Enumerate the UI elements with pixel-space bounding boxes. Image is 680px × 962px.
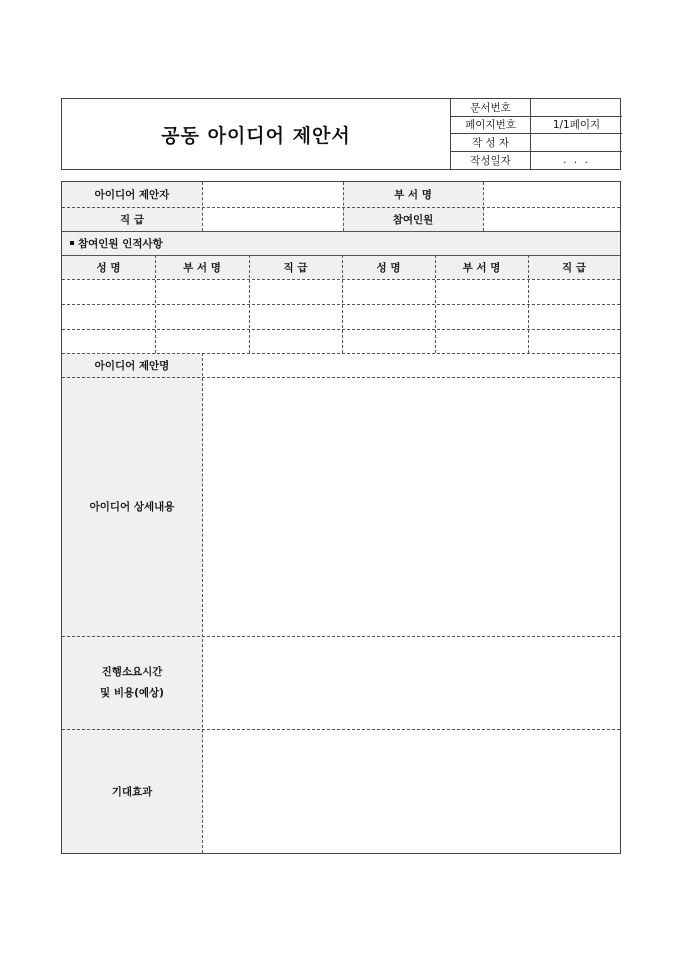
proposal-form	[61, 181, 621, 854]
divider	[249, 255, 250, 353]
participant-cell[interactable]	[528, 329, 620, 353]
participant-cell[interactable]	[249, 304, 342, 329]
page-number-value: 1/1페이지	[552, 119, 601, 132]
participant-cell[interactable]	[435, 304, 528, 329]
idea-name-label: 아이디어 제안명	[62, 353, 202, 377]
expected-effect-label: 기대효과	[62, 729, 202, 853]
participant-cell[interactable]	[528, 279, 620, 304]
document-meta-table	[450, 99, 622, 169]
date-row	[451, 152, 622, 170]
time-cost-label	[62, 636, 202, 729]
divider	[62, 377, 620, 378]
participant-cell[interactable]	[155, 329, 249, 353]
proposer-label: 아이디어 제안자	[62, 182, 202, 207]
participant-cell[interactable]	[155, 279, 249, 304]
col-dept-1: 부 서 명	[155, 255, 249, 279]
document-header	[61, 98, 621, 170]
position-label: 직 급	[62, 207, 202, 231]
doc-number-label: 문서번호	[451, 99, 531, 116]
divider	[62, 231, 620, 232]
position-field[interactable]	[202, 207, 343, 231]
participants-info-label: 참여인원 인적사항	[78, 237, 163, 250]
divider	[435, 255, 436, 353]
idea-detail-field[interactable]	[202, 377, 620, 636]
divider	[62, 207, 620, 208]
page-number-label: 페이지번호	[451, 117, 531, 134]
page-number-row	[451, 117, 622, 135]
col-name-1: 성 명	[62, 255, 155, 279]
participant-cell[interactable]	[342, 329, 435, 353]
divider	[62, 255, 620, 256]
divider	[155, 255, 156, 353]
dept-field[interactable]	[483, 182, 620, 207]
participant-cell[interactable]	[342, 279, 435, 304]
time-cost-field[interactable]	[202, 636, 620, 729]
proposer-field[interactable]	[202, 182, 343, 207]
divider	[343, 182, 344, 231]
participants-label: 참여인원	[343, 207, 483, 231]
participant-cell[interactable]	[62, 279, 155, 304]
divider	[62, 729, 620, 730]
divider	[62, 353, 620, 354]
participant-cell[interactable]	[62, 304, 155, 329]
divider	[62, 304, 620, 305]
divider	[62, 329, 620, 330]
col-position-2: 직 급	[528, 255, 620, 279]
participant-cell[interactable]	[342, 304, 435, 329]
idea-detail-label: 아이디어 상세내용	[62, 377, 202, 636]
divider	[62, 279, 620, 280]
participants-field[interactable]	[483, 207, 620, 231]
author-row	[451, 134, 622, 152]
date-label: 작성일자	[451, 152, 531, 170]
author-label: 작 성 자	[451, 134, 531, 151]
divider	[528, 255, 529, 353]
participants-info-heading	[70, 231, 163, 255]
divider	[483, 182, 484, 231]
participant-cell[interactable]	[435, 329, 528, 353]
dept-label: 부 서 명	[343, 182, 483, 207]
participant-cell[interactable]	[249, 329, 342, 353]
idea-name-field[interactable]	[202, 353, 620, 377]
participant-cell[interactable]	[155, 304, 249, 329]
divider	[62, 636, 620, 637]
page-title: 공동 아이디어 제안서	[161, 124, 351, 147]
divider	[202, 353, 203, 853]
time-cost-label-line2: 및 비용(예상)	[100, 686, 164, 699]
participant-cell[interactable]	[249, 279, 342, 304]
col-position-1: 직 급	[249, 255, 342, 279]
divider	[202, 182, 203, 231]
square-bullet-icon	[70, 241, 74, 245]
divider	[342, 255, 343, 353]
date-field[interactable]: . . .	[563, 154, 590, 167]
doc-number-field[interactable]	[531, 99, 622, 116]
expected-effect-field[interactable]	[202, 729, 620, 853]
col-name-2: 성 명	[342, 255, 435, 279]
time-cost-label-line1: 진행소요시간	[101, 665, 163, 678]
participant-cell[interactable]	[62, 329, 155, 353]
author-field[interactable]	[531, 134, 622, 151]
participant-cell[interactable]	[528, 304, 620, 329]
participant-cell[interactable]	[435, 279, 528, 304]
col-dept-2: 부 서 명	[435, 255, 528, 279]
doc-number-row	[451, 99, 622, 117]
